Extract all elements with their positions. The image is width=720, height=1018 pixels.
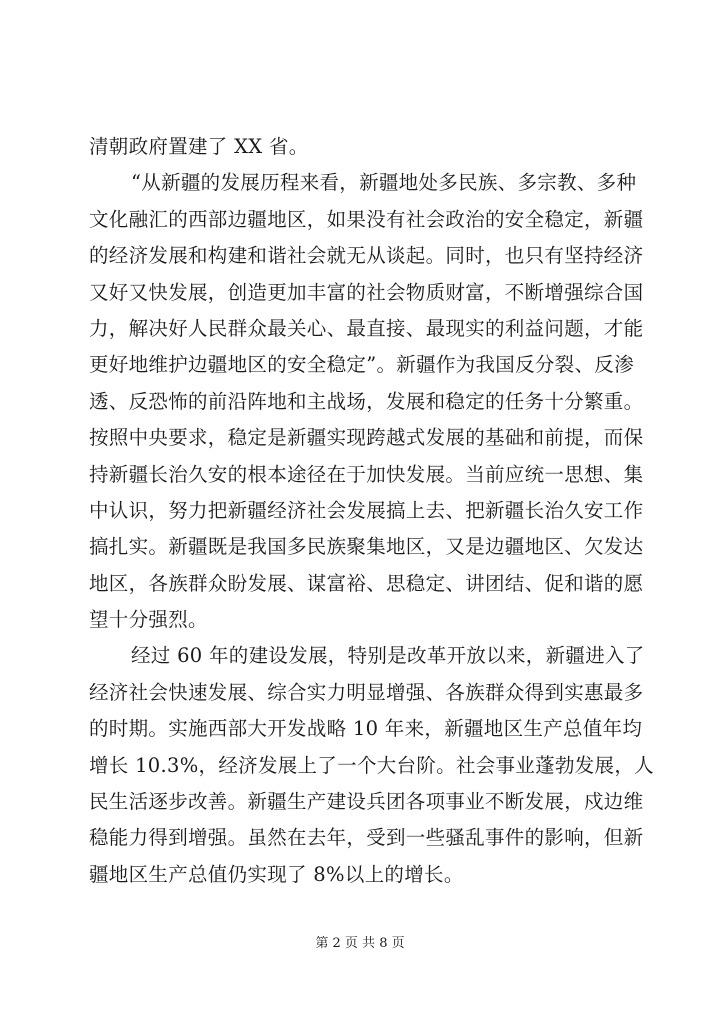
text-line: 透、反恐怖的前沿阵地和主战场，发展和稳定的任务十分繁重。	[89, 389, 644, 413]
text-line: 搞扎实。新疆既是我国多民族聚集地区，又是边疆地区、欠发达	[89, 535, 644, 559]
text-line: 文化融汇的西部边疆地区，如果没有社会政治的安全稳定，新疆	[89, 207, 644, 231]
paragraph-start-line: 经过 60 年的建设发展，特别是改革开放以来，新疆进入了	[131, 644, 645, 668]
text-line: 地区，各族群众盼发展、谋富裕、思稳定、讲团结、促和谐的愿	[89, 571, 644, 595]
body-text	[89, 129, 654, 893]
text-line: 力，解决好人民群众最关心、最直接、最现实的利益问题，才能	[89, 316, 644, 340]
text-line: 民生活逐步改善。新疆生产建设兵团各项事业不断发展，戍边维	[89, 790, 644, 814]
paragraph-start-line: “从新疆的发展历程来看，新疆地处多民族、多宗教、多种	[131, 171, 637, 195]
text-line: 按照中央要求，稳定是新疆实现跨越式发展的基础和前提，而保	[89, 426, 644, 450]
text-line: 疆地区生产总值仍实现了 8%以上的增长。	[89, 862, 464, 886]
text-line: 中认识，努力把新疆经济社会发展搞上去、把新疆长治久安工作	[89, 498, 644, 522]
text-line: 稳能力得到增强。虽然在去年，受到一些骚乱事件的影响，但新	[89, 826, 644, 850]
text-line: 更好地维护边疆地区的安全稳定”。新疆作为我国反分裂、反渗	[89, 353, 634, 377]
page-number-footer: 第 2 页 共 8 页	[315, 936, 405, 951]
text-line: 持新疆长治久安的根本途径在于加快发展。当前应统一思想、集	[89, 462, 644, 486]
text-line: 的经济发展和构建和谐社会就无从谈起。同时，也只有坚持经济	[89, 244, 644, 268]
text-line: 的时期。实施西部大开发战略 10 年来，新疆地区生产总值年均	[89, 717, 643, 741]
text-line: 经济社会快速发展、综合实力明显增强、各族群众得到实惠最多	[89, 680, 644, 704]
text-line: 清朝政府置建了 XX 省。	[89, 135, 309, 158]
text-line: 增长 10.3%，经济发展上了一个大台阶。社会事业蓬勃发展，人	[89, 753, 654, 777]
text-line: 又好又快发展，创造更加丰富的社会物质财富，不断增强综合国	[89, 280, 644, 304]
text-line: 望十分强烈。	[89, 608, 208, 632]
